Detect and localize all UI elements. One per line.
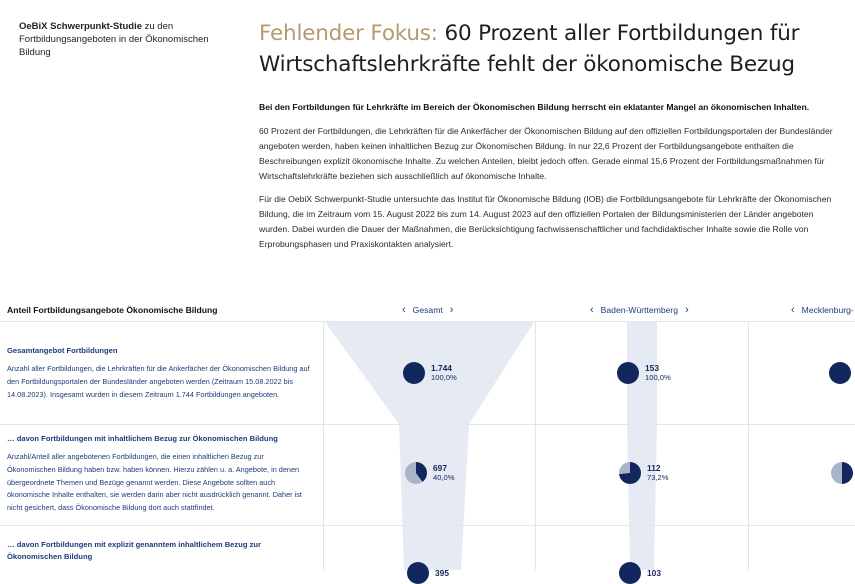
pie-chart — [619, 462, 641, 484]
study-note-text: zu den Fortbildungsangeboten in der Ökonomischen Bildung — [19, 21, 209, 58]
paragraph-1: 60 Prozent der Fortbildungen, die Lehrkräften für die Ankerfächer der Ökonomischen Bildung auf den offiziellen Fortbildungsportalen der Bundesländer angeboten werden, haben keinen inhaltlichen Bezug zur Ökonomischen Bildung. In nur 22,6 Prozent der Fortbildungsangebote enthalten die Beschreibungen explizit ökonomische Inhalte. Zu welchen Anteilen, bleibt jedoch offen. Gerade einmal 15,6 Prozent der Fortbildungsmaßnahmen für Wirtschaftslehrkräfte beziehen sich ausschließlich auf ökonomische Inhalte. — [259, 126, 833, 181]
panel-title: Anteil Fortbildungsangebote Ökonomische Bildung — [7, 305, 218, 315]
row-description: Anzahl aller Fortbildungen, die Lehrkräften für die Ankerfächer der Ökonomischen Bildung auf den Fortbildungsportalen der Bundesländer angeboten werden (Zeitraum 15.08.2022 bis 14.08.2023). Insgesamt wurden in diesem Zeitraum 1.744 Fortbildungen angeboten. — [7, 364, 310, 399]
pie-chart — [831, 462, 853, 484]
column-nav-mv — [791, 305, 854, 315]
pie-chart — [619, 562, 641, 584]
column-nav-bw — [590, 305, 689, 315]
cell-value: 112 — [647, 463, 661, 473]
cell-bw-row1 — [617, 362, 671, 384]
column-label-gesamt[interactable]: Gesamt — [412, 305, 443, 315]
study-note — [19, 20, 239, 59]
chevron-left-icon[interactable]: ‹ — [590, 304, 594, 316]
pie-chart — [829, 362, 851, 384]
cell-percent: 73,2% — [647, 473, 669, 482]
cell-value: 395 — [435, 568, 449, 578]
lead-text: Bei den Fortbildungen für Lehrkräfte im Bereich der Ökonomischen Bildung herrscht ein eklatanter Mangel an ökonomischen Inhalten. — [259, 102, 810, 112]
row-title: Gesamtangebot Fortbildungen — [7, 346, 118, 355]
study-name: OeBiX Schwerpunkt-Studie — [19, 21, 142, 32]
column-nav-gesamt — [402, 305, 453, 315]
cell-mv-row2 — [831, 462, 853, 484]
cell-value: 1.744 — [431, 363, 452, 373]
pie-chart — [403, 362, 425, 384]
comparison-panel — [0, 282, 855, 578]
cell-mv-row1 — [829, 362, 851, 384]
divider — [0, 424, 855, 425]
chevron-right-icon[interactable]: › — [685, 304, 689, 316]
divider — [0, 525, 855, 526]
cell-percent: 100,0% — [645, 373, 671, 382]
cell-value: 697 — [433, 463, 447, 473]
intro-section — [0, 0, 855, 282]
divider — [748, 322, 749, 570]
funnel-graphic — [0, 282, 855, 570]
cell-bw-row3 — [619, 562, 661, 584]
divider — [323, 322, 324, 570]
title-rest: 60 Prozent aller Fortbildungen für Wirtschaftslehrkräfte fehlt der ökonomische Bezug — [259, 21, 800, 77]
cell-value: 153 — [645, 363, 659, 373]
cell-value: 103 — [647, 568, 661, 578]
pie-chart — [407, 562, 429, 584]
cell-percent: 40,0% — [433, 473, 455, 482]
row-title: … davon Fortbildungen mit explizit genanntem inhaltlichem Bezug zur Ökonomischen Bildung — [7, 540, 261, 561]
chevron-left-icon[interactable]: ‹ — [791, 304, 795, 316]
cell-gesamt-row2 — [405, 462, 455, 484]
panel-header — [0, 282, 855, 322]
divider — [535, 322, 536, 570]
pie-chart — [617, 362, 639, 384]
cell-gesamt-row1 — [403, 362, 457, 384]
cell-percent: 100,0% — [431, 373, 457, 382]
chevron-left-icon[interactable]: ‹ — [402, 304, 406, 316]
cell-gesamt-row3 — [407, 562, 449, 584]
page-title — [259, 18, 819, 80]
funnel-gesamt — [325, 322, 534, 570]
funnel-bw — [627, 322, 657, 570]
pie-chart — [405, 462, 427, 484]
column-label-mv[interactable]: Mecklenburg- — [801, 305, 854, 315]
row-description: Anzahl/Anteil aller angebotenen Fortbildungen, die einen inhaltlichen Bezug zur Ökonomischen Bildung haben bzw. haben können. Hierzu zählen u. a. Angebote, in denen übergeordnete Themen und Bezüge genannt werden. Diese Angebote sollten auch ökonomische Inhalte enthalten, sie werden darin aber nicht ausdrücklich genannt. Daher ist nicht gesichert, dass Ökonomische Bildung dort auch stattfindet. — [7, 452, 302, 513]
column-label-bw[interactable]: Baden-Württemberg — [600, 305, 679, 315]
paragraph-2: Für die OebiX Schwerpunkt-Studie untersuchte das Institut für Ökonomische Bildung (IOB) die Fortbildungsangebote für Lehrkräfte der Ökonomischen Bildung, die im Zeitraum vom 15. August 2022 bis zum 14. August 2023 auf den offiziellen Portalen der Bildungsministerien der Länder angeboten wurden. Dabei wurden die Dauer der Maßnahmen, die Berücksichtigung fachwissenschaftlicher und fachdidaktischer Inhalte sowie die Rolle von Erprobungsphasen und Praxiskontakten analysiert. — [259, 194, 832, 249]
row-title: … davon Fortbildungen mit inhaltlichem Bezug zur Ökonomischen Bildung — [7, 434, 278, 443]
chevron-right-icon[interactable]: › — [449, 304, 454, 316]
cell-bw-row2 — [619, 462, 669, 484]
title-accent: Fehlender Fokus: — [259, 21, 438, 46]
